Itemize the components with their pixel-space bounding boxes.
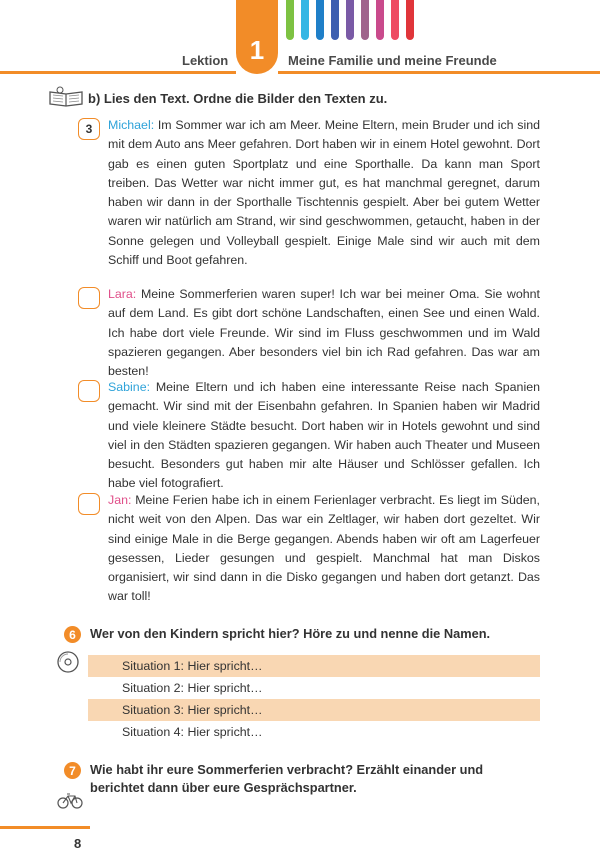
text-entry-michael xyxy=(78,116,540,270)
page-number: 8 xyxy=(74,836,82,851)
text-entry-sabine xyxy=(78,378,540,494)
header-divider-right xyxy=(278,71,600,74)
task7-instruction: Wie habt ihr eure Sommerferien verbracht? Erzählt einander und berichtet dann über eure Gesprächspartner. xyxy=(90,762,484,795)
entry-body: Meine Eltern und ich haben eine interessante Reise nach Spanien gemacht. Wir sind mit der Eisenbahn gefahren. In Spanien haben wir Madrid und viele kleinere Städte besucht. Dort haben wir in Hotels gewohnt und sind viel in den Städten spazieren gegangen. Wir haben auch Theater und Museen besucht. Besonders gut haben mir alte Häuser und Schlösser gefallen. Ich habe viel fotografiert. xyxy=(108,380,540,491)
open-book-icon xyxy=(48,86,84,108)
pencil xyxy=(316,0,324,40)
lektion-number-tab: 1 xyxy=(236,0,278,74)
pencil xyxy=(376,0,384,40)
picture-number-box[interactable] xyxy=(78,380,100,402)
pencil xyxy=(361,0,369,40)
bicycle-icon xyxy=(56,790,84,810)
pencil xyxy=(346,0,354,40)
pencil xyxy=(331,0,339,40)
text-entry-jan xyxy=(78,491,540,607)
speaker-name: Jan: xyxy=(108,493,132,507)
picture-number-box[interactable] xyxy=(78,287,100,309)
task6-instruction: Wer von den Kindern spricht hier? Höre zu und nenne die Namen. xyxy=(90,626,491,641)
situation-row: Situation 2: Hier spricht… xyxy=(122,681,263,695)
picture-number-box[interactable]: 3 xyxy=(78,118,100,140)
colored-pencils xyxy=(286,0,414,44)
text-entry-lara xyxy=(78,285,540,381)
pencil xyxy=(301,0,309,40)
speaker-name: Lara: xyxy=(108,287,137,301)
entry-body: Im Sommer war ich am Meer. Meine Eltern, mein Bruder und ich sind mit dem Auto ans Meer gefahren. Dort haben wir in einem Hotel gewohnt. Dort gab es einen guten Sportplatz und eine Sporthalle. Da kann man Sport treiben. Das Wetter war nicht immer gut, es hat manchmal geregnet, darum haben wir dann in der Sporthalle Tischtennis gespielt. Aber bei gutem Wetter waren wir natürlich am Strand, wir sind geschwommen, getaucht, haben in der Sonne gelegen und Volleyball gespielt. Einige Male sind wir auch mit dem Schiff und Boot gefahren. xyxy=(108,118,540,268)
entry-body: Meine Sommerferien waren super! Ich war bei meiner Oma. Sie wohnt auf dem Land. Es gibt dort schöne Landschaften, einen See und einen Wald. Ich habe dort viele Freunde. Wir sind im Fluss geschwommen und im Wald spazieren gegangen. Aber besonders viel bin ich Rad gefahren. Das war am besten! xyxy=(108,287,540,379)
picture-number-box[interactable] xyxy=(78,493,100,515)
header-divider-left xyxy=(0,71,236,74)
speaker-name: Sabine: xyxy=(108,380,151,394)
situation-row: Situation 4: Hier spricht… xyxy=(122,725,263,739)
task-b-instruction: b) Lies den Text. Ordne die Bilder den Texten zu. xyxy=(88,91,388,106)
pencil xyxy=(391,0,399,40)
footer-divider xyxy=(0,826,90,829)
pencil xyxy=(406,0,414,40)
speaker-name: Michael: xyxy=(108,118,155,132)
chapter-title: Meine Familie und meine Freunde xyxy=(288,53,497,68)
situation-row: Situation 1: Hier spricht… xyxy=(88,655,540,677)
cd-icon xyxy=(56,650,80,674)
task-number-badge: 7 xyxy=(64,762,81,779)
situation-row: Situation 3: Hier spricht… xyxy=(88,699,540,721)
task-number-badge: 6 xyxy=(64,626,81,643)
lektion-label: Lektion xyxy=(182,53,229,68)
pencil xyxy=(286,0,294,40)
entry-body: Meine Ferien habe ich in einem Ferienlager verbracht. Es liegt im Süden, nicht weit von den Alpen. Das war ein Zeltlager, wir haben dort gezeltet. Wir sind einige Male in die Berge gegangen. Abends haben wir oft am Lagerfeuer gesessen, Lieder gesungen und gespielt. Manchmal hat man Diskos organisiert, wir sind dann in die Disko gegangen und haben dort getanzt. Das war toll! xyxy=(108,493,540,604)
